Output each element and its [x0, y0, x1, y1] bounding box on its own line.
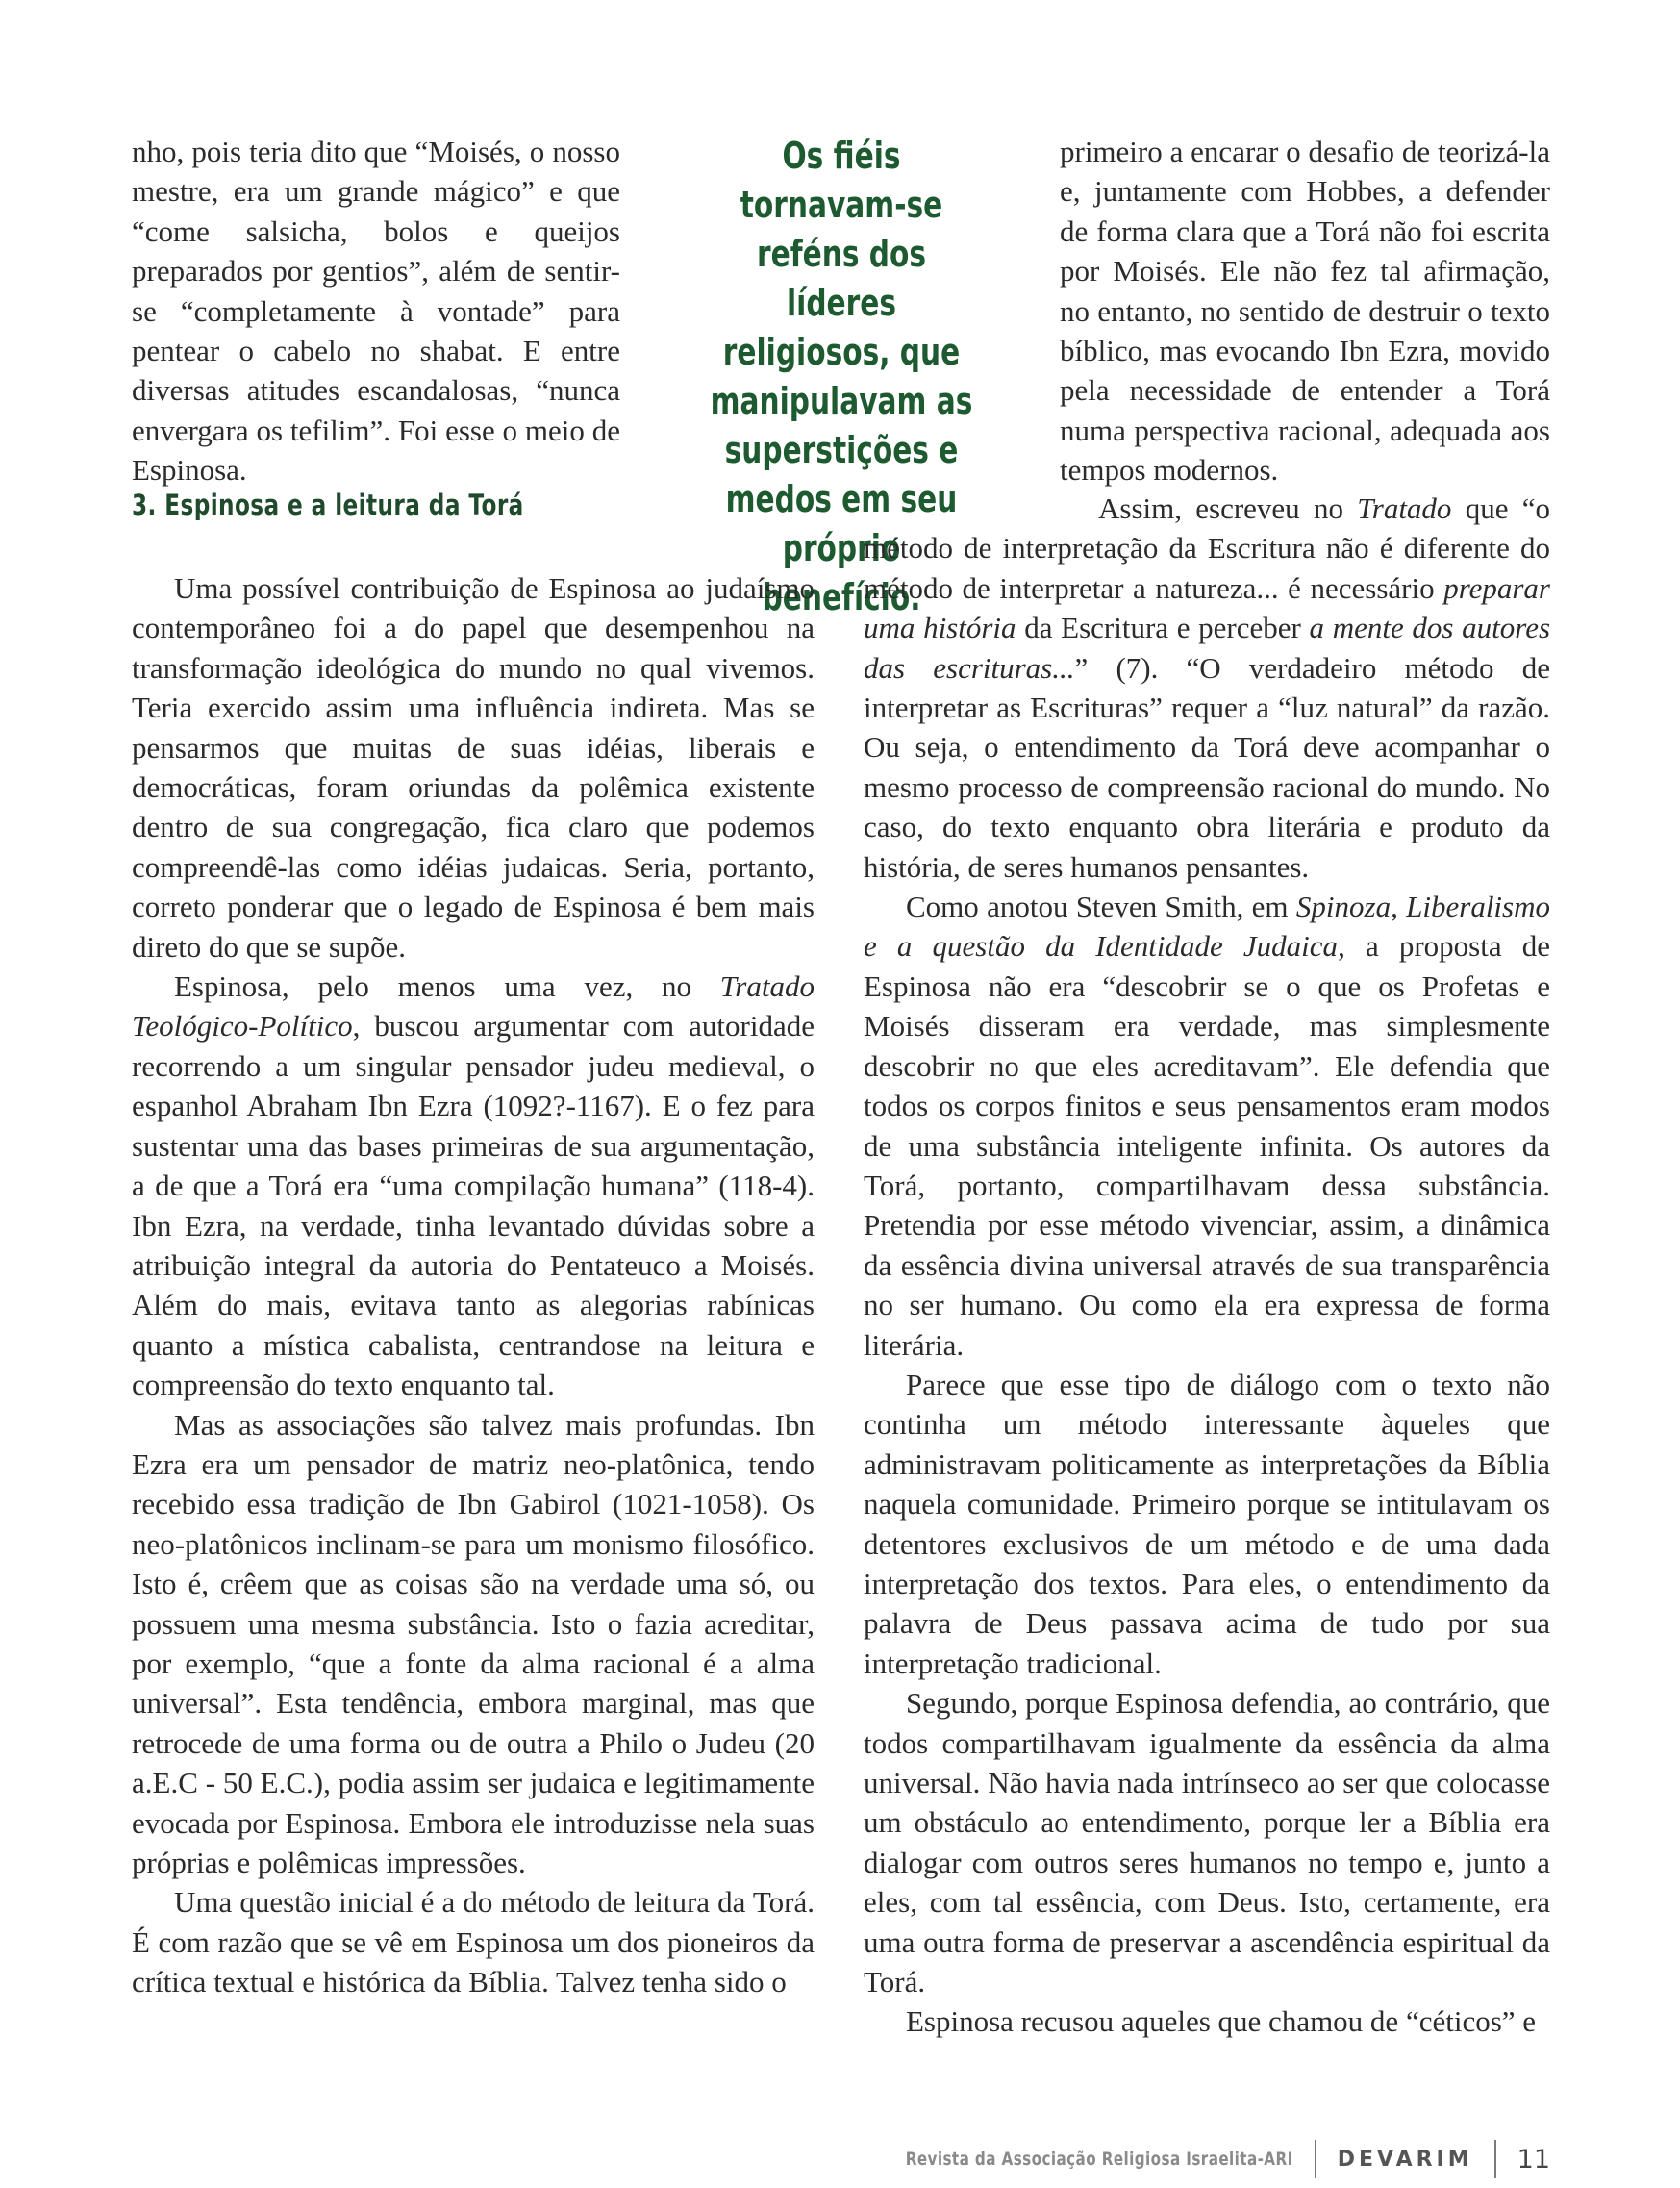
text-run: Espinosa, pelo menos uma vez, no [174, 969, 720, 1004]
book-title: Spinoza, Liberalismo e a questão da Identidade Judaica [864, 890, 1550, 964]
text-run: ” (7). “O verdadeiro método de interpretar as Escrituras” requer a “luz natural” da razão. Ou seja, o entendimento da Torá deve acompanhar o mesmo processo de compreensão racional do mundo. No caso, do texto enquanto obra literária e produto da história, de seres humanos pensantes. [864, 650, 1550, 884]
page-number: 11 [1517, 2144, 1550, 2175]
paragraph [864, 887, 1550, 1365]
paragraph [864, 489, 1550, 887]
paragraph [132, 967, 815, 1404]
paragraph: nho, pois teria dito que “Moisés, o nosso mestre, era um grande mágico” e que “come salsicha, bolos e queijos preparados por gentios”, além de sentir-se “completamente à vontade” para pentear o cabelo no shabat. E entre diversas atitudes escandalosas, “nunca envergara os tefilim”. Foi esse o meio de Espinosa. [132, 135, 620, 488]
paragraph: Uma possível contribuição de Espinosa ao judaísmo contemporâneo foi a do papel que desempenhou na transformação ideológica do mundo no qual vivemos. Teria exercido assim uma influência indireta. Mas se pensarmos que muitas de suas idéias, liberais e democráticas, foram oriundas da polêmica existente dentro de sua congregação, fica claro que podemos compreendê-las como idéias judaicas. Seria, portanto, correto ponderar que o legado de Espinosa é bem mais direto do que se supõe. [132, 571, 815, 964]
text-run: , buscou argumentar com autoridade recorrendo a um singular pensador judeu medieval, o espanhol Abraham Ibn Ezra (1092?-1167). E o fez para sustentar uma das bases primeiras de sua argumentação, a de que a Torá era “uma compilação humana” (118-4). Ibn Ezra, na verdade, tinha levantado dúvidas sobre a atribuição integral da autoria do Pentateuco a Moisés. Além do mais, evitava tanto as alegorias rabínicas quanto a mística cabalista, centrandose na leitura e compreensão do texto enquanto tal. [132, 1009, 815, 1402]
footer-divider [1494, 2140, 1496, 2178]
journal-name: Revista da Associação Religiosa Israelita-ARI [905, 2149, 1293, 2170]
paragraph: Mas as associações são talvez mais profundas. Ibn Ezra era um pensador de matriz neo-platônica, tendo recebido essa tradição de Ibn Gabirol (1021-1058). Os neo-platônicos inclinam-se para um monismo filosófico. Isto é, crêem que as coisas são na verdade uma só, ou possuem uma mesma substância. Isto o fazia acreditar, por exemplo, “que a fonte da alma racional é a alma universal”. Esta tendência, embora marginal, mas que retrocede de uma forma ou de outra a Philo o Judeu (20 a.E.C - 50 E.C.), podia assim ser judaica e legitimamente evocada por Espinosa. Embora ele introduzisse nela suas próprias e polêmicas impressões. [132, 1407, 815, 1879]
paragraph: primeiro a encarar o desafio de teorizá-la e, juntamente com Hobbes, a defender de forma clara que a Torá não foi escrita por Moisés. Ele não fez tal afirmação, no entanto, no sentido de destruir o texto bíblico, mas evocando Ibn Ezra, movido pela necessidade de entender a Torá numa perspectiva racional, adequada aos tempos modernos. [1060, 135, 1550, 488]
right-column-top [1060, 132, 1550, 490]
paragraph: Parece que esse tipo de diálogo com o texto não continha um método interessante àqueles que administravam politicamente as interpretações da Bíblia naquela comunidade. Primeiro porque se intitulavam os detentores exclusivos de um método e de uma dada interpretação dos textos. Para eles, o entendimento da palavra de Deus passava acima de tudo por sua interpretação tradicional. [864, 1367, 1550, 1680]
right-column [864, 489, 1550, 2042]
pull-quote-text: Os fiéis tornavam-se reféns dos líderes religiosos, que manipulavam as superstições e medos em seu próprio benefício. [710, 135, 973, 618]
emphasis: preparar uma história [864, 570, 1550, 645]
paragraph: Espinosa recusou aqueles que chamou de “céticos” e [906, 2004, 1537, 2039]
section-heading: 3. Espinosa e a leitura da Torá [132, 489, 524, 521]
footer-divider [1315, 2140, 1316, 2178]
book-title: Tratado [1357, 491, 1452, 525]
emphasis: a mente dos autores das escrituras... [864, 611, 1551, 685]
paragraph: Segundo, porque Espinosa defendia, ao contrário, que todos compartilhavam igualmente da essência da alma universal. Não havia nada intrínseco ao ser que colocasse um obstáculo ao entendimento, porque ler a Bíblia era dialogar com outros seres humanos no tempo e, junto a eles, com tal essência, com Deus. Isto, certamente, era uma outra forma de preservar a ascendência espiritual da Torá. [864, 1686, 1550, 1999]
left-column [132, 568, 815, 2002]
book-title: Tratado Teológico-Político [132, 969, 815, 1044]
paragraph: Uma questão inicial é a do método de leitura da Torá. É com razão que se vê em Espinosa um dos pioneiros da crítica textual e histórica da Bíblia. Talvez tenha sido o [132, 1885, 815, 1999]
text-run: que “o método de interpretação da Escritura não é diferente do método de interpretar a natureza... é necessário [864, 491, 1550, 605]
text-run: da Escritura e perceber [1016, 611, 1310, 645]
text-run: , a proposta de Espinosa não era “descobrir se o que os Profetas e Moisés disseram era verdade, mas simplesmente descobrir no que eles acreditavam”. Ele defendia que todos os corpos finitos e seus pensamentos eram modos de uma substância inteligente infinita. Os autores da Torá, portanto, compartilhavam dessa substância. Pretendia por esse método vivenciar, assim, a dinâmica da essência divina universal através de sua transparência no ser humano. Ou como ela era expressa de forma literária. [864, 929, 1550, 1362]
text-run: Como anotou Steven Smith, em [906, 890, 1296, 924]
left-column-top [132, 132, 620, 490]
text-run: Assim, escreveu no [1098, 491, 1358, 525]
page-footer [809, 2135, 1550, 2183]
magazine-brand: DEVARIM [1337, 2147, 1473, 2172]
